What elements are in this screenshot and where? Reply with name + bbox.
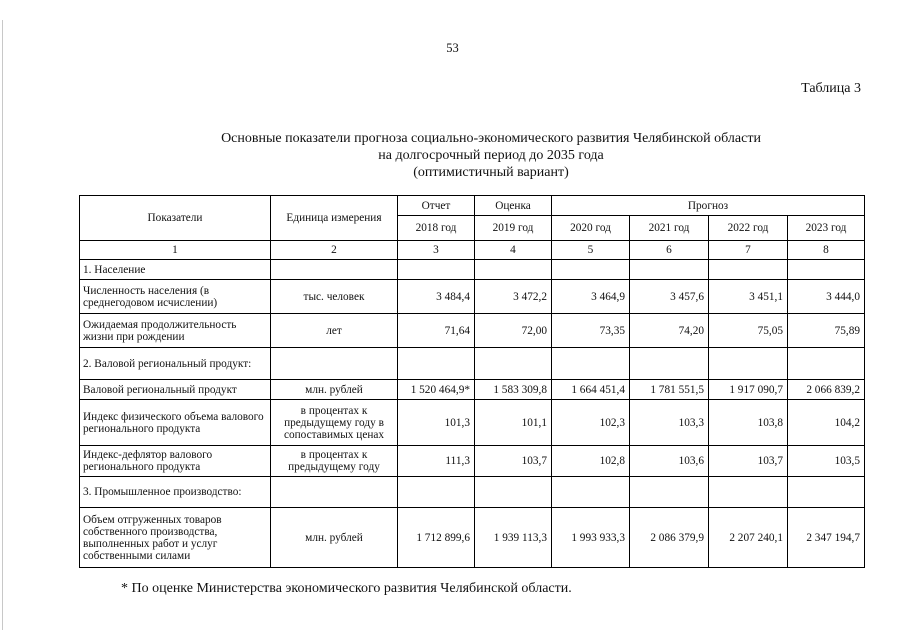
cell-value [709,260,788,280]
header-indicators: Показатели [80,196,271,241]
cell-value: 1 993 933,3 [552,508,630,568]
table-label: Таблица 3 [801,81,861,96]
cell-value: 102,8 [552,446,630,477]
cell-value: 2 086 379,9 [630,508,709,568]
cell-value: 103,7 [709,446,788,477]
cell-value: 1 781 551,5 [630,380,709,400]
cell-value [475,260,552,280]
column-number: 8 [788,241,865,260]
cell-value: 75,05 [709,314,788,348]
cell-value [398,477,475,508]
cell-value: 1 917 090,7 [709,380,788,400]
column-number: 1 [80,241,271,260]
row-unit: лет [271,314,398,348]
cell-value: 75,89 [788,314,865,348]
cell-value: 1 520 464,9* [398,380,475,400]
table-row [80,380,865,400]
cell-value: 3 444,0 [788,280,865,314]
cell-value [630,348,709,380]
row-unit: тыс. человек [271,280,398,314]
cell-value: 3 464,9 [552,280,630,314]
footnote: * По оценке Министерства экономического развития Челябинской области. [121,581,572,596]
cell-value: 2 066 839,2 [788,380,865,400]
row-unit: в процентах к предыдущему году в сопоставимых ценах [271,400,398,446]
cell-value: 2 207 240,1 [709,508,788,568]
cell-value: 111,3 [398,446,475,477]
title-line-3: (оптимистичный вариант) [413,165,569,180]
cell-value [552,348,630,380]
cell-value [398,260,475,280]
cell-value: 3 451,1 [709,280,788,314]
scan-edge-line [2,20,3,630]
cell-value: 102,3 [552,400,630,446]
cell-value [630,477,709,508]
row-label: 3. Промышленное производство: [80,477,271,508]
cell-value: 1 939 113,3 [475,508,552,568]
row-label: Численность населения (в среднегодовом исчислении) [80,280,271,314]
cell-value: 3 457,6 [630,280,709,314]
table-row [80,280,865,314]
header-row-1 [80,196,865,216]
table-row [80,508,865,568]
row-unit: в процентах к предыдущему году [271,446,398,477]
row-label: Ожидаемая продолжительность жизни при рождении [80,314,271,348]
cell-value: 103,5 [788,446,865,477]
header-forecast: Прогноз [552,196,865,216]
cell-value: 1 583 309,8 [475,380,552,400]
row-label: Объем отгруженных товаров собственного производства, выполненных работ и услуг собственными силами [80,508,271,568]
cell-value: 103,6 [630,446,709,477]
header-year: 2023 год [788,216,865,241]
cell-value: 103,3 [630,400,709,446]
table-title [80,130,902,181]
header-year: 2022 год [709,216,788,241]
cell-value [475,348,552,380]
cell-value [788,260,865,280]
cell-value [630,260,709,280]
cell-value: 101,3 [398,400,475,446]
header-estimate: Оценка [475,196,552,216]
row-unit [271,477,398,508]
cell-value: 72,00 [475,314,552,348]
cell-value [788,477,865,508]
column-number: 6 [630,241,709,260]
table-row [80,477,865,508]
forecast-table [79,195,865,568]
row-unit [271,348,398,380]
cell-value: 101,1 [475,400,552,446]
cell-value: 2 347 194,7 [788,508,865,568]
cell-value [552,477,630,508]
cell-value [398,348,475,380]
cell-value: 1 664 451,4 [552,380,630,400]
row-label: Валовой региональный продукт [80,380,271,400]
table-row [80,260,865,280]
title-line-2: на долгосрочный период до 2035 года [378,148,604,163]
column-number: 4 [475,241,552,260]
cell-value [552,260,630,280]
cell-value: 1 712 899,6 [398,508,475,568]
cell-value [788,348,865,380]
header-year: 2018 год [398,216,475,241]
page-number: 53 [446,41,459,55]
header-unit: Единица измерения [271,196,398,241]
row-label: Индекс физического объема валового регионального продукта [80,400,271,446]
table-row [80,314,865,348]
cell-value: 103,8 [709,400,788,446]
header-year: 2019 год [475,216,552,241]
cell-value [709,477,788,508]
table-row [80,348,865,380]
column-number-row [80,241,865,260]
row-unit [271,260,398,280]
header-year: 2021 год [630,216,709,241]
cell-value: 3 472,2 [475,280,552,314]
header-year: 2020 год [552,216,630,241]
row-label: Индекс-дефлятор валового регионального продукта [80,446,271,477]
row-unit: млн. рублей [271,508,398,568]
table-row [80,400,865,446]
table-row [80,446,865,477]
cell-value: 3 484,4 [398,280,475,314]
column-number: 5 [552,241,630,260]
column-number: 7 [709,241,788,260]
cell-value: 103,7 [475,446,552,477]
row-unit: млн. рублей [271,380,398,400]
header-report: Отчет [398,196,475,216]
row-label: 1. Население [80,260,271,280]
cell-value: 104,2 [788,400,865,446]
cell-value: 71,64 [398,314,475,348]
row-label: 2. Валовой региональный продукт: [80,348,271,380]
column-number: 2 [271,241,398,260]
cell-value [709,348,788,380]
column-number: 3 [398,241,475,260]
cell-value: 73,35 [552,314,630,348]
cell-value [475,477,552,508]
cell-value: 74,20 [630,314,709,348]
title-line-1: Основные показатели прогноза социально-экономического развития Челябинской области [221,131,761,146]
